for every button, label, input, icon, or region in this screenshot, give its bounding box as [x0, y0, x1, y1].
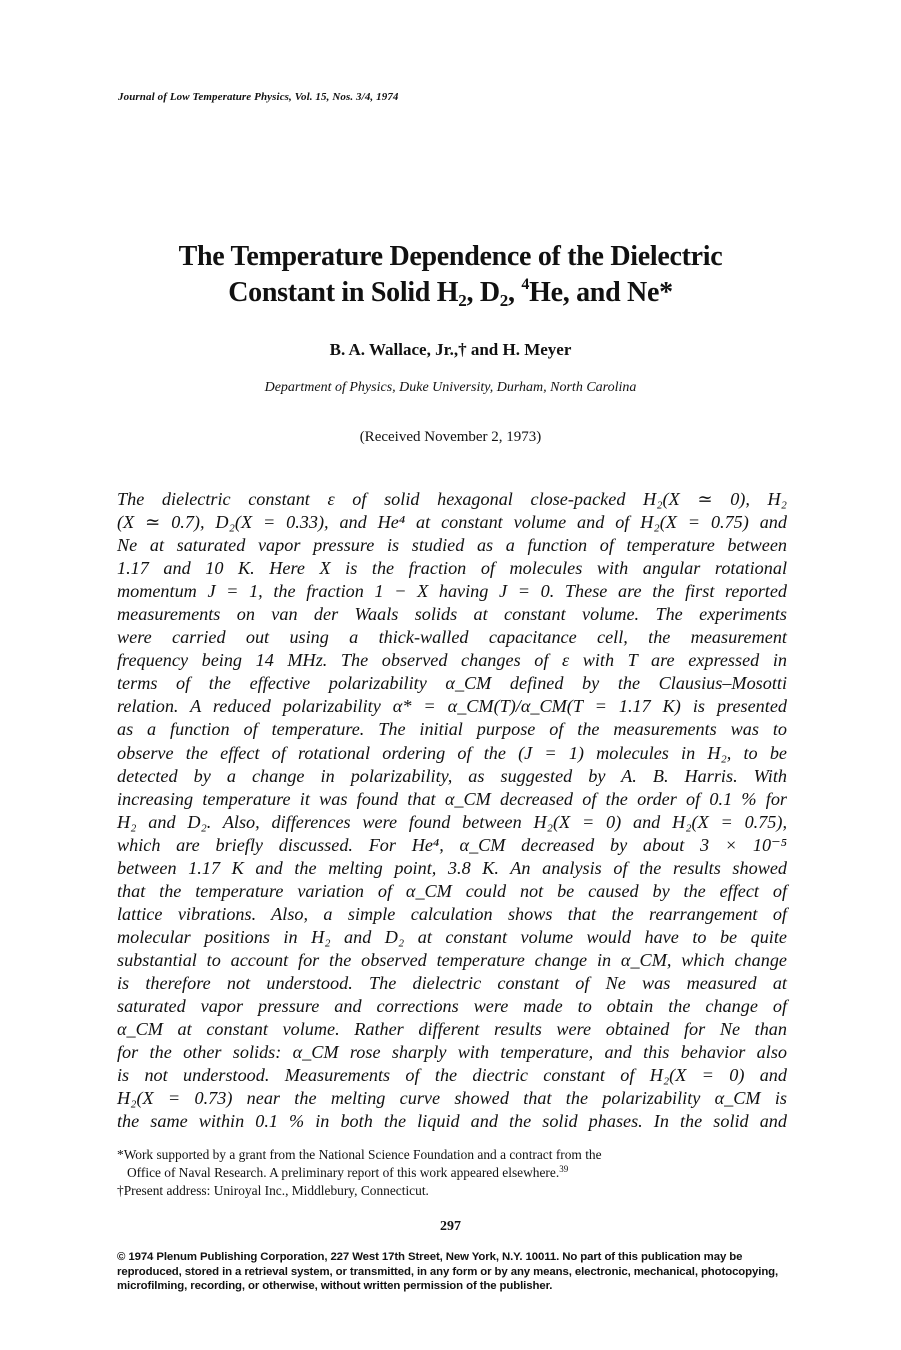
page-number: 297: [440, 1219, 461, 1234]
abstract-line: is therefore not understood. The dielectric constant of Ne was measured at: [117, 972, 787, 993]
abstract: [117, 488, 787, 1133]
abstract-line: were carried out using a thick-walled capacitance cell, the measurement: [117, 627, 787, 648]
title-line-1: The Temperature Dependence of the Dielectric: [178, 241, 723, 272]
journal-reference: Journal of Low Temperature Physics, Vol. 15, Nos. 3/4, 1974: [118, 91, 399, 103]
abstract-line: α_CM at constant volume. Rather different results were obtained for Ne than: [117, 1019, 787, 1040]
abstract-line: lattice vibrations. Also, a simple calculation shows that the rearrangement of: [117, 903, 787, 924]
abstract-line: The dielectric constant ε of solid hexagonal close-packed H₂(X ≃ 0), H₂: [117, 489, 787, 509]
abstract-line: 1.17 and 10 K. Here X is the fraction of molecules with angular rotational: [117, 558, 787, 579]
abstract-line: frequency being 14 MHz. The observed changes of ε with T are expressed in: [117, 650, 787, 671]
abstract-line: is not understood. Measurements of the diectric constant of H₂(X = 0) and: [117, 1065, 787, 1086]
abstract-line: substantial to account for the observed temperature change in α_CM, which change: [117, 949, 787, 970]
title-subscript: 2: [458, 291, 467, 310]
footnote-address: †Present address: Uniroyal Inc., Middlebury, Connecticut.: [117, 1183, 429, 1198]
copyright-notice: © 1974 Plenum Publishing Corporation, 227 West 17th Street, New York, N.Y. 10011. No part of this publication may be reproduced, stored in a retrieval system, or transmitted, in any form or by any means, electronic, mechanical, photocopying, microfilming, recording, or otherwise, without written permission of the publisher.: [117, 1251, 779, 1292]
title-subscript: 2: [499, 291, 508, 310]
author-list: B. A. Wallace, Jr.,† and H. Meyer: [329, 340, 572, 359]
title-text: , D: [466, 277, 500, 308]
abstract-line: Ne at saturated vapor pressure is studied as a function of temperature between: [117, 535, 787, 556]
reference-number: 39: [559, 1164, 569, 1174]
abstract-line: as a function of temperature. The initial purpose of the measurements was to: [117, 719, 787, 740]
abstract-line: terms of the effective polarizability α_CM defined by the Clausius–Mosotti: [117, 673, 787, 694]
title-text: Constant in Solid H: [228, 277, 459, 308]
abstract-line: (X ≃ 0.7), D₂(X = 0.33), and He⁴ at constant volume and of H₂(X = 0.75) and: [117, 512, 787, 533]
footnote-funding-line-1: *Work supported by a grant from the National Science Foundation and a contract from the: [117, 1147, 602, 1162]
abstract-line: observe the effect of rotational ordering of the (J = 1) molecules in H₂, to be: [117, 742, 787, 763]
title-line-2: [100, 275, 801, 311]
footnote-funding-line-2: [117, 1164, 797, 1182]
abstract-line: relation. A reduced polarizability α* = α_CM(T)/α_CM(T = 1.17 K) is presented: [117, 696, 787, 717]
abstract-line: H₂ and D₂. Also, differences were found between H₂(X = 0) and H₂(X = 0.75),: [117, 811, 787, 832]
received-date: (Received November 2, 1973): [359, 429, 542, 445]
abstract-line: which are briefly discussed. For He⁴, α_CM decreased by about 3 × 10⁻⁵: [117, 834, 787, 855]
abstract-line: molecular positions in H₂ and D₂ at constant volume would have to be quite: [117, 926, 787, 947]
title-text: ,: [507, 277, 522, 308]
abstract-line: increasing temperature it was found that α_CM decreased of the order of 0.1 % for: [117, 788, 787, 809]
paper-title: [100, 239, 801, 311]
abstract-line: measurements on van der Waals solids at constant volume. The experiments: [117, 604, 787, 625]
abstract-line: for the other solids: α_CM rose sharply with temperature, and this behavior also: [117, 1042, 787, 1063]
abstract-line: detected by a change in polarizability, as suggested by A. B. Harris. With: [117, 765, 787, 786]
abstract-line: between 1.17 K and the melting point, 3.8 K. An analysis of the results showed: [117, 857, 787, 878]
abstract-line: that the temperature variation of α_CM could not be caused by the effect of: [117, 880, 787, 901]
abstract-line: the same within 0.1 % in both the liquid and the solid phases. In the solid and: [117, 1111, 787, 1132]
footnote-text: Office of Naval Research. A preliminary report of this work appeared elsewhere.: [127, 1165, 560, 1180]
footnotes: [117, 1146, 797, 1200]
abstract-line: saturated vapor pressure and corrections were made to obtain the change of: [117, 996, 787, 1017]
title-superscript: 4: [521, 276, 530, 293]
affiliation: Department of Physics, Duke University, Durham, North Carolina: [264, 380, 637, 395]
abstract-line: H₂(X = 0.73) near the melting curve showed that the polarizability α_CM is: [117, 1088, 787, 1109]
abstract-line: momentum J = 1, the fraction 1 − X having J = 0. These are the first reported: [117, 581, 787, 602]
title-text: He, and Ne*: [529, 277, 673, 308]
